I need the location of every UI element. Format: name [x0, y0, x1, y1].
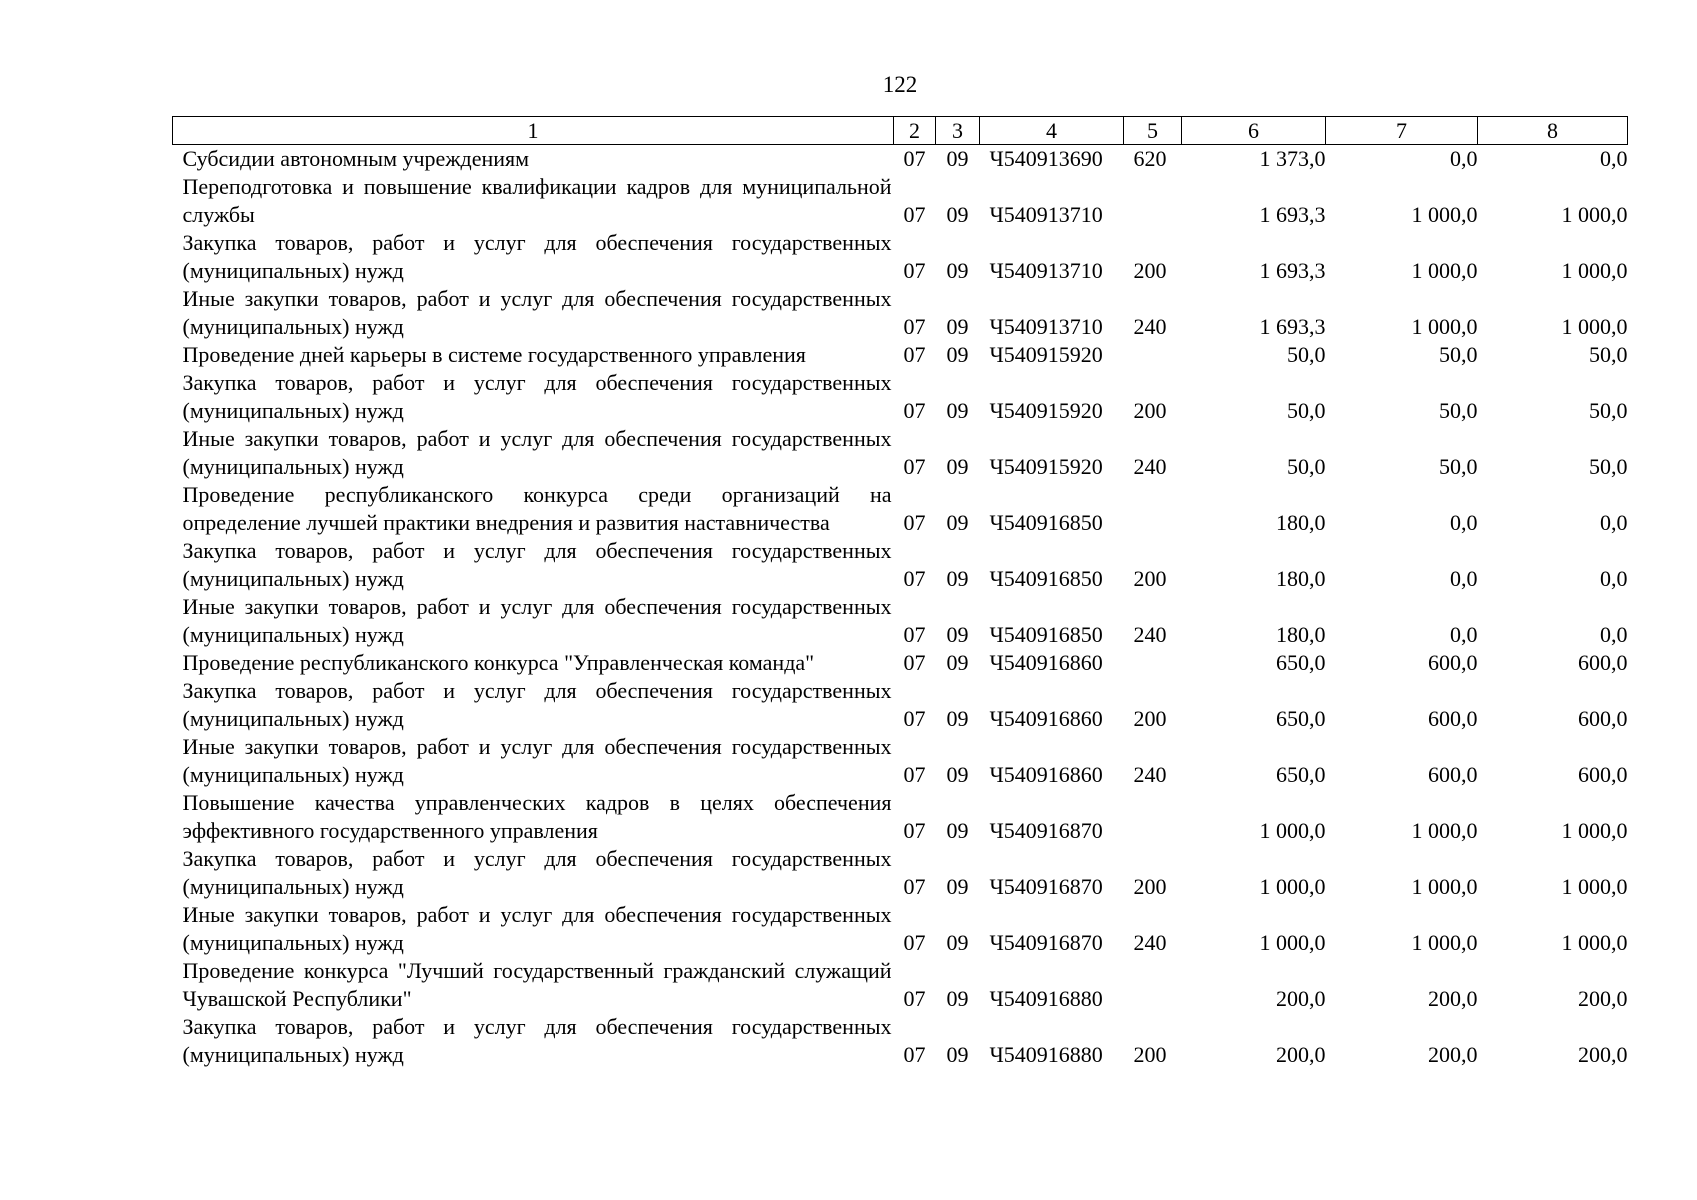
table-row [173, 481, 1628, 537]
row-target-article: Ч540915920 [989, 454, 1103, 479]
row-section: 07 [903, 762, 926, 787]
row-subsection: 09 [946, 398, 969, 423]
row-name: Субсидии автономным учреждениям [182, 146, 530, 171]
row-amount-3: 1 000,0 [1561, 930, 1628, 955]
row-subsection: 09 [946, 1042, 969, 1067]
row-subsection: 09 [946, 706, 969, 731]
row-name: Иные закупки товаров, работ и услуг для обеспечения государственных (муниципальных) нужд [182, 902, 892, 955]
row-section: 07 [903, 930, 926, 955]
row-amount-2: 1 000,0 [1411, 818, 1478, 843]
row-amount-3: 1 000,0 [1561, 314, 1628, 339]
table-row [173, 733, 1628, 789]
table-row [173, 677, 1628, 733]
row-name: Проведение конкурса "Лучший государственный гражданский служащий Чувашской Республики" [182, 958, 892, 1011]
row-name: Закупка товаров, работ и услуг для обеспечения государственных (муниципальных) нужд [182, 538, 892, 591]
row-target-article: Ч540916870 [989, 930, 1103, 955]
row-amount-1: 1 693,3 [1259, 202, 1326, 227]
row-amount-3: 600,0 [1578, 762, 1628, 787]
row-amount-2: 50,0 [1439, 342, 1478, 367]
row-expense-type: 620 [1133, 146, 1167, 171]
row-amount-1: 200,0 [1276, 1042, 1326, 1067]
row-section: 07 [903, 706, 926, 731]
row-subsection: 09 [946, 258, 969, 283]
row-expense-type: 240 [1133, 454, 1167, 479]
row-subsection: 09 [946, 930, 969, 955]
row-expense-type: 200 [1133, 258, 1167, 283]
header-cell-4: 4 [980, 117, 1124, 145]
row-amount-3: 600,0 [1578, 706, 1628, 731]
row-amount-1: 180,0 [1276, 622, 1326, 647]
row-subsection: 09 [946, 986, 969, 1011]
page-number: 122 [882, 72, 918, 97]
row-expense-type: 200 [1133, 706, 1167, 731]
row-name: Переподготовка и повышение квалификации кадров для муниципальной службы [182, 174, 892, 227]
header-cell-1: 1 [173, 117, 894, 145]
row-amount-1: 1 693,3 [1259, 258, 1326, 283]
row-target-article: Ч540916850 [989, 510, 1103, 535]
row-amount-3: 1 000,0 [1561, 818, 1628, 843]
row-amount-3: 0,0 [1600, 146, 1628, 171]
row-amount-2: 0,0 [1450, 510, 1478, 535]
header-cell-7: 7 [1326, 117, 1478, 145]
row-expense-type: 240 [1133, 314, 1167, 339]
row-amount-3: 0,0 [1600, 622, 1628, 647]
row-name: Иные закупки товаров, работ и услуг для обеспечения государственных (муниципальных) нужд [182, 594, 892, 647]
row-expense-type [1124, 957, 1182, 1013]
row-name: Проведение республиканского конкурса "Управленческая команда" [182, 650, 815, 675]
row-amount-1: 180,0 [1276, 566, 1326, 591]
row-subsection: 09 [946, 566, 969, 591]
row-amount-2: 50,0 [1439, 454, 1478, 479]
row-name: Проведение республиканского конкурса среди организаций на определение лучшей практики внедрения и развития наставничества [182, 482, 892, 535]
row-amount-1: 1 000,0 [1259, 930, 1326, 955]
row-expense-type: 240 [1133, 762, 1167, 787]
row-amount-1: 1 000,0 [1259, 874, 1326, 899]
row-expense-type [1124, 789, 1182, 845]
row-section: 07 [903, 622, 926, 647]
table-row [173, 285, 1628, 341]
row-amount-1: 50,0 [1287, 454, 1326, 479]
row-amount-2: 50,0 [1439, 398, 1478, 423]
table-row [173, 789, 1628, 845]
row-target-article: Ч540913710 [989, 314, 1103, 339]
row-amount-3: 0,0 [1600, 566, 1628, 591]
table-row [173, 593, 1628, 649]
row-target-article: Ч540916860 [989, 706, 1103, 731]
table-body [173, 145, 1628, 1070]
row-subsection: 09 [946, 818, 969, 843]
row-subsection: 09 [946, 314, 969, 339]
row-amount-3: 50,0 [1589, 454, 1628, 479]
row-amount-3: 50,0 [1589, 398, 1628, 423]
row-target-article: Ч540916860 [989, 650, 1103, 675]
row-amount-2: 200,0 [1428, 1042, 1478, 1067]
row-amount-2: 200,0 [1428, 986, 1478, 1011]
row-amount-3: 50,0 [1589, 342, 1628, 367]
row-name: Закупка товаров, работ и услуг для обеспечения государственных (муниципальных) нужд [182, 846, 892, 899]
row-subsection: 09 [946, 762, 969, 787]
row-amount-1: 650,0 [1276, 706, 1326, 731]
table-row [173, 1013, 1628, 1069]
row-amount-3: 1 000,0 [1561, 874, 1628, 899]
row-name: Закупка товаров, работ и услуг для обеспечения государственных (муниципальных) нужд [182, 678, 892, 731]
row-name: Закупка товаров, работ и услуг для обеспечения государственных (муниципальных) нужд [182, 370, 892, 423]
row-section: 07 [903, 398, 926, 423]
row-expense-type: 200 [1133, 398, 1167, 423]
row-amount-2: 1 000,0 [1411, 314, 1478, 339]
row-amount-2: 1 000,0 [1411, 258, 1478, 283]
row-amount-3: 200,0 [1578, 986, 1628, 1011]
row-amount-2: 600,0 [1428, 650, 1478, 675]
row-name: Иные закупки товаров, работ и услуг для обеспечения государственных (муниципальных) нужд [182, 286, 892, 339]
row-amount-1: 1 693,3 [1259, 314, 1326, 339]
row-amount-3: 0,0 [1600, 510, 1628, 535]
row-amount-2: 0,0 [1450, 146, 1478, 171]
header-cell-6: 6 [1182, 117, 1326, 145]
row-section: 07 [903, 202, 926, 227]
budget-table [172, 116, 1628, 1069]
row-amount-1: 1 000,0 [1259, 818, 1326, 843]
row-expense-type: 200 [1133, 874, 1167, 899]
row-section: 07 [903, 510, 926, 535]
row-name: Проведение дней карьеры в системе государственного управления [182, 342, 806, 367]
row-expense-type: 200 [1133, 1042, 1167, 1067]
row-section: 07 [903, 874, 926, 899]
header-cell-3: 3 [936, 117, 980, 145]
row-section: 07 [903, 1042, 926, 1067]
row-name: Закупка товаров, работ и услуг для обеспечения государственных (муниципальных) нужд [182, 1014, 892, 1067]
row-expense-type [1124, 481, 1182, 537]
row-subsection: 09 [946, 146, 969, 171]
row-subsection: 09 [946, 454, 969, 479]
row-expense-type: 240 [1133, 622, 1167, 647]
header-cell-5: 5 [1124, 117, 1182, 145]
row-amount-1: 650,0 [1276, 762, 1326, 787]
header-cell-2: 2 [894, 117, 936, 145]
row-target-article: Ч540916860 [989, 762, 1103, 787]
row-amount-1: 650,0 [1276, 650, 1326, 675]
row-amount-1: 50,0 [1287, 398, 1326, 423]
row-subsection: 09 [946, 874, 969, 899]
row-amount-2: 1 000,0 [1411, 202, 1478, 227]
row-expense-type: 200 [1133, 566, 1167, 591]
row-amount-3: 200,0 [1578, 1042, 1628, 1067]
table-row [173, 145, 1628, 174]
row-subsection: 09 [946, 202, 969, 227]
table-row [173, 425, 1628, 481]
row-subsection: 09 [946, 650, 969, 675]
row-target-article: Ч540916880 [989, 1042, 1103, 1067]
header-row [173, 117, 1628, 145]
row-amount-1: 1 373,0 [1259, 146, 1326, 171]
table-row [173, 901, 1628, 957]
row-expense-type [1124, 649, 1182, 677]
row-section: 07 [903, 342, 926, 367]
row-target-article: Ч540915920 [989, 342, 1103, 367]
row-section: 07 [903, 454, 926, 479]
row-subsection: 09 [946, 510, 969, 535]
row-subsection: 09 [946, 622, 969, 647]
row-section: 07 [903, 566, 926, 591]
table-row [173, 341, 1628, 369]
row-target-article: Ч540913690 [989, 146, 1103, 171]
row-section: 07 [903, 986, 926, 1011]
table-header [173, 117, 1628, 145]
table-row [173, 537, 1628, 593]
row-target-article: Ч540916850 [989, 622, 1103, 647]
row-amount-2: 1 000,0 [1411, 874, 1478, 899]
row-expense-type: 240 [1133, 930, 1167, 955]
row-amount-2: 600,0 [1428, 762, 1478, 787]
table-row [173, 845, 1628, 901]
row-name: Закупка товаров, работ и услуг для обеспечения государственных (муниципальных) нужд [182, 230, 892, 283]
row-amount-1: 200,0 [1276, 986, 1326, 1011]
row-target-article: Ч540913710 [989, 202, 1103, 227]
row-expense-type [1124, 173, 1182, 229]
row-amount-1: 50,0 [1287, 342, 1326, 367]
row-amount-3: 600,0 [1578, 650, 1628, 675]
row-amount-2: 0,0 [1450, 566, 1478, 591]
row-target-article: Ч540915920 [989, 398, 1103, 423]
row-name: Иные закупки товаров, работ и услуг для обеспечения государственных (муниципальных) нужд [182, 426, 892, 479]
row-name: Иные закупки товаров, работ и услуг для обеспечения государственных (муниципальных) нужд [182, 734, 892, 787]
row-section: 07 [903, 314, 926, 339]
table-row [173, 649, 1628, 677]
row-amount-3: 1 000,0 [1561, 258, 1628, 283]
row-amount-2: 0,0 [1450, 622, 1478, 647]
row-name: Повышение качества управленческих кадров в целях обеспечения эффективного государственного управления [182, 790, 892, 843]
row-target-article: Ч540916880 [989, 986, 1103, 1011]
row-target-article: Ч540916870 [989, 874, 1103, 899]
table-row [173, 229, 1628, 285]
row-subsection: 09 [946, 342, 969, 367]
row-amount-2: 600,0 [1428, 706, 1478, 731]
row-amount-3: 1 000,0 [1561, 202, 1628, 227]
row-section: 07 [903, 818, 926, 843]
table-row [173, 173, 1628, 229]
row-target-article: Ч540916850 [989, 566, 1103, 591]
row-section: 07 [903, 146, 926, 171]
header-cell-8: 8 [1478, 117, 1628, 145]
row-expense-type [1124, 341, 1182, 369]
row-amount-2: 1 000,0 [1411, 930, 1478, 955]
row-target-article: Ч540916870 [989, 818, 1103, 843]
table-row [173, 957, 1628, 1013]
row-section: 07 [903, 650, 926, 675]
table-row [173, 369, 1628, 425]
row-target-article: Ч540913710 [989, 258, 1103, 283]
row-amount-1: 180,0 [1276, 510, 1326, 535]
row-section: 07 [903, 258, 926, 283]
